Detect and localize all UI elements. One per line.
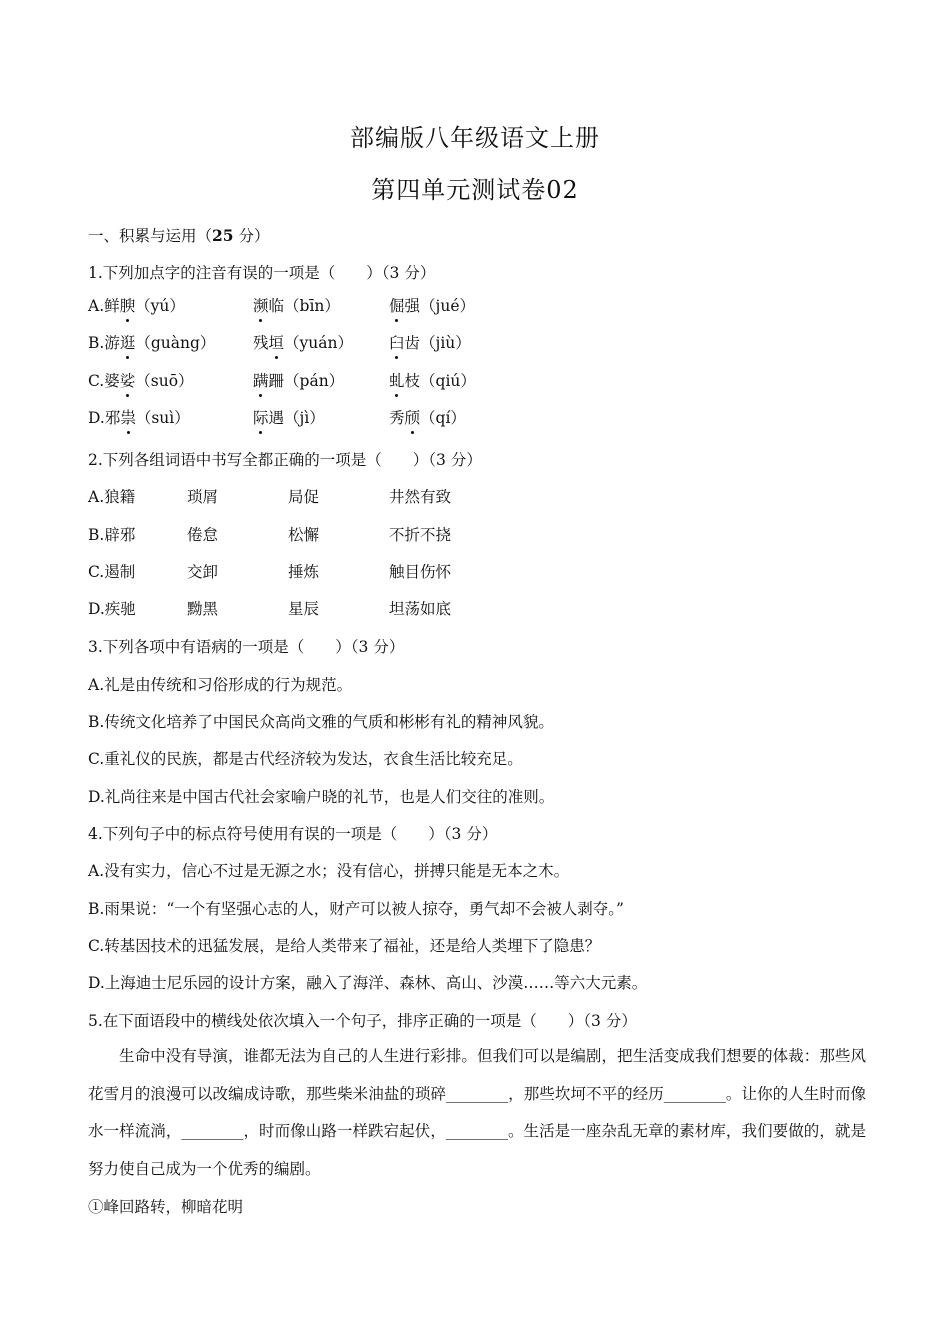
pinyin: （jiù）	[420, 334, 471, 352]
option-label: D.	[88, 409, 105, 427]
pinyin: （suō）	[135, 372, 194, 390]
word-option: 捶炼	[288, 563, 320, 581]
word-option: A.狼籍	[88, 488, 136, 506]
dotted-character: 腴	[120, 294, 136, 316]
word-option: 黝黑	[187, 600, 219, 618]
pinyin-item	[88, 369, 194, 391]
word-option: 倦怠	[187, 526, 219, 544]
dotted-character: 蹒	[253, 369, 269, 391]
question-3-option-d: D.礼尚往来是中国古代社会家喻户晓的礼节，也是人们交往的准则。	[88, 788, 555, 806]
word-prefix: 游	[104, 334, 120, 352]
question-4-option-a: A.没有实力，信心不过是无源之水；没有信心，拼搏只能是无本之木。	[88, 862, 570, 880]
word-option: 局促	[288, 488, 320, 506]
word-suffix: 强	[404, 297, 421, 315]
pinyin-item	[88, 406, 190, 428]
dotted-character: 逛	[120, 331, 136, 353]
word-prefix: 鲜	[104, 297, 120, 315]
word-option: B.辟邪	[88, 526, 136, 544]
dotted-character: 祟	[120, 406, 136, 428]
dotted-character: 娑	[120, 369, 136, 391]
question-2-stem: 2.下列各组词语中书写全都正确的一项是（ ）（3 分）	[88, 451, 482, 469]
word-option: 触目伤怀	[389, 563, 452, 581]
word-suffix: 跚	[268, 372, 285, 390]
word-option: 井然有致	[389, 488, 452, 506]
word-suffix: 临	[268, 297, 285, 315]
question-3-option-c: C.重礼仪的民族，都是古代经济较为发达，衣食生活比较充足。	[88, 750, 523, 768]
option-label: C.	[88, 372, 105, 390]
option-label: B.	[88, 334, 105, 352]
exam-title: 部编版八年级语文上册	[350, 124, 600, 152]
dotted-character: 际	[253, 406, 269, 428]
word-suffix: 枝	[404, 372, 421, 390]
pinyin-item	[253, 369, 344, 391]
pinyin: （jì）	[284, 409, 325, 427]
pinyin-item	[389, 369, 476, 391]
pinyin-item	[88, 294, 185, 316]
dotted-character: 虬	[389, 369, 405, 391]
option-label: A.	[88, 297, 105, 315]
word-option: 交卸	[187, 563, 219, 581]
pinyin-item	[88, 331, 215, 353]
section-heading-suffix: 分）	[233, 227, 270, 245]
pinyin-item	[253, 331, 353, 353]
section-score: 25	[212, 226, 234, 245]
pinyin-item	[253, 406, 325, 428]
section-heading-prefix: 一、积累与运用（	[88, 227, 213, 245]
word-prefix: 婆	[104, 372, 120, 390]
dotted-character: 颀	[405, 406, 421, 428]
question-5-stem: 5.在下面语段中的横线处依次填入一个句子，排序正确的一项是（ ）（3 分）	[88, 1012, 637, 1030]
question-4-option-b: B.雨果说：“一个有坚强心志的人，财产可以被人掠夺，勇气却不会被人剥夺。”	[88, 900, 624, 918]
word-option: 不折不挠	[389, 526, 452, 544]
question-4-option-c: C.转基因技术的迅猛发展，是给人类带来了福祉，还是给人类埋下了隐患？	[88, 937, 601, 955]
word-option: C.遏制	[88, 563, 136, 581]
dotted-character: 倔	[389, 294, 405, 316]
pinyin: （qiú）	[420, 372, 476, 390]
question-5-choice-1: ①峰回路转，柳暗花明	[88, 1198, 244, 1216]
pinyin-item	[389, 294, 475, 316]
word-suffix: 齿	[404, 334, 421, 352]
word-prefix: 邪	[104, 409, 121, 427]
word-prefix: 残	[253, 334, 269, 352]
word-option: 坦荡如底	[389, 600, 452, 618]
question-3-option-b: B.传统文化培养了中国民众高尚文雅的气质和彬彬有礼的精神风貌。	[88, 713, 554, 731]
question-3-stem: 3.下列各项中有语病的一项是（ ）（3 分）	[88, 638, 405, 656]
pinyin: （suì）	[135, 409, 190, 427]
question-1-stem: 1.下列加点字的注音有误的一项是（ ）（3 分）	[88, 264, 436, 282]
word-option: D.疾驰	[88, 600, 136, 618]
pinyin: （guàng）	[135, 334, 216, 352]
pinyin: （yú）	[135, 297, 185, 315]
dotted-character: 臼	[389, 331, 405, 353]
dotted-character: 垣	[269, 331, 285, 353]
word-option: 星辰	[288, 600, 320, 618]
question-4-stem: 4.下列句子中的标点符号使用有误的一项是（ ）（3 分）	[88, 825, 498, 843]
pinyin-item	[253, 294, 340, 316]
question-4-option-d: D.上海迪士尼乐园的设计方案，融入了海洋、森林、高山、沙漠……等六大元素。	[88, 974, 648, 992]
dotted-character: 濒	[253, 294, 269, 316]
word-option: 琐屑	[187, 488, 219, 506]
pinyin: （bīn）	[284, 297, 340, 315]
exam-subtitle: 第四单元测试卷02	[371, 176, 579, 204]
word-prefix: 秀	[389, 409, 405, 427]
section-heading	[88, 224, 270, 246]
pinyin: （jué）	[420, 297, 475, 315]
pinyin: （qí）	[420, 409, 466, 427]
word-suffix: 遇	[268, 409, 285, 427]
pinyin-item	[389, 406, 466, 428]
question-3-option-a: A.礼是由传统和习俗形成的行为规范。	[88, 676, 353, 694]
pinyin-item	[389, 331, 471, 353]
question-5-passage: 生命中没有导演，谁都无法为自己的人生进行彩排。但我们可以是编剧，把生活变成我们想要的体裁：那些风花雪月的浪漫可以改编成诗歌，那些柴米油盐的琐碎________，那些坎坷不平的经历________。让你的人生时而像水一样流淌，________，时而像山路一样跌宕起伏，________。生活是一座杂乱无章的素材库，我们要做的，就是努力使自己成为一个优秀的编剧。	[88, 1047, 866, 1178]
pinyin: （pán）	[284, 372, 345, 390]
pinyin: （yuán）	[284, 334, 353, 352]
word-option: 松懈	[288, 526, 320, 544]
